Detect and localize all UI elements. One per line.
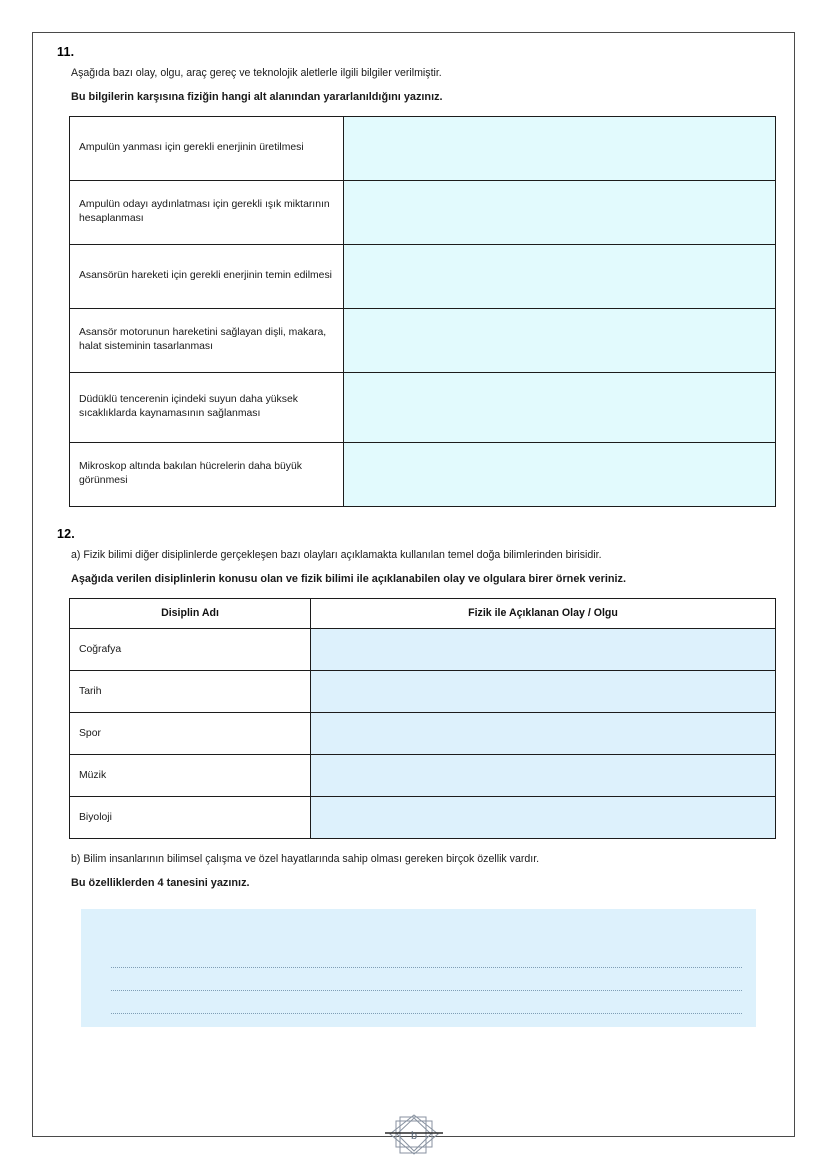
question-11-intro: Aşağıda bazı olay, olgu, araç gereç ve teknolojik aletlerle ilgili bilgiler verilmiştir. — [71, 67, 442, 79]
table-row — [70, 308, 776, 372]
table-row — [70, 712, 776, 754]
footer-logo — [385, 1112, 443, 1160]
page-content — [33, 33, 794, 1136]
table-row — [70, 796, 776, 838]
prompt-cell: Asansörün hareketi için gerekli enerjinin temin edilmesi — [70, 244, 344, 308]
discipline-cell: Biyoloji — [70, 796, 311, 838]
answer-cell[interactable] — [344, 116, 776, 180]
column-header-discipline: Disiplin Adı — [70, 598, 311, 628]
table-row — [70, 628, 776, 670]
answer-cell[interactable] — [311, 712, 776, 754]
prompt-cell: Düdüklü tencerenin içindeki suyun daha yüksek sıcaklıklarda kaynamasının sağlanması — [70, 372, 344, 442]
discipline-cell: Tarih — [70, 670, 311, 712]
question-11-instruction: Bu bilgilerin karşısına fiziğin hangi alt alanından yararlanıldığını yazınız. — [71, 91, 443, 104]
discipline-cell: Müzik — [70, 754, 311, 796]
table-row — [70, 116, 776, 180]
answer-cell[interactable] — [311, 628, 776, 670]
discipline-cell: Spor — [70, 712, 311, 754]
answer-cell[interactable] — [344, 308, 776, 372]
table-row — [70, 754, 776, 796]
question-11-block — [57, 45, 766, 507]
answer-cell[interactable] — [344, 180, 776, 244]
prompt-cell: Asansör motorunun hareketini sağlayan dişli, makara, halat sisteminin tasarlanması — [70, 308, 344, 372]
question-12-number: 12. — [57, 526, 75, 541]
answer-line[interactable] — [111, 968, 742, 991]
prompt-cell: Ampulün yanması için gerekli enerjinin üretilmesi — [70, 116, 344, 180]
table-header-row — [70, 598, 776, 628]
prompt-cell: Mikroskop altında bakılan hücrelerin daha büyük görünmesi — [70, 442, 344, 506]
table-row — [70, 244, 776, 308]
footer-logo-letter: b — [410, 1130, 418, 1142]
answer-line[interactable] — [111, 945, 742, 968]
answer-cell[interactable] — [311, 754, 776, 796]
answer-cell[interactable] — [344, 244, 776, 308]
answer-cell[interactable] — [311, 670, 776, 712]
question-11-table — [69, 116, 776, 507]
brand-emblem-icon — [385, 1112, 443, 1160]
exam-page-sheet — [32, 32, 795, 1137]
table-row — [70, 372, 776, 442]
table-row — [70, 180, 776, 244]
column-header-explanation: Fizik ile Açıklanan Olay / Olgu — [311, 598, 776, 628]
answer-cell[interactable] — [344, 372, 776, 442]
question-12-part-b-instruction: Bu özelliklerden 4 tanesini yazınız. — [71, 876, 250, 889]
question-12-table — [69, 598, 776, 839]
question-12-part-a-intro: a) Fizik bilimi diğer disiplinlerde gerçekleşen bazı olayları açıklamakta kullanılan temel doğa bilimlerinden birisidir. — [71, 548, 602, 561]
question-11-number: 11. — [57, 45, 75, 59]
discipline-cell: Coğrafya — [70, 628, 311, 670]
question-12-block — [57, 527, 766, 1027]
question-12-answer-box[interactable] — [81, 909, 756, 1027]
answer-cell[interactable] — [344, 442, 776, 506]
prompt-cell: Ampulün odayı aydınlatması için gerekli ışık miktarının hesaplanması — [70, 180, 344, 244]
table-row — [70, 442, 776, 506]
question-12-part-b-intro: b) Bilim insanlarının bilimsel çalışma ve özel hayatlarında sahip olması gereken birçok özellik vardır. — [71, 852, 540, 865]
question-12-part-a-instruction: Aşağıda verilen disiplinlerin konusu olan ve fizik bilimi ile açıklanabilen olay ve olgulara birer örnek veriniz. — [71, 573, 626, 586]
answer-cell[interactable] — [311, 796, 776, 838]
table-row — [70, 670, 776, 712]
answer-line[interactable] — [111, 991, 742, 1014]
